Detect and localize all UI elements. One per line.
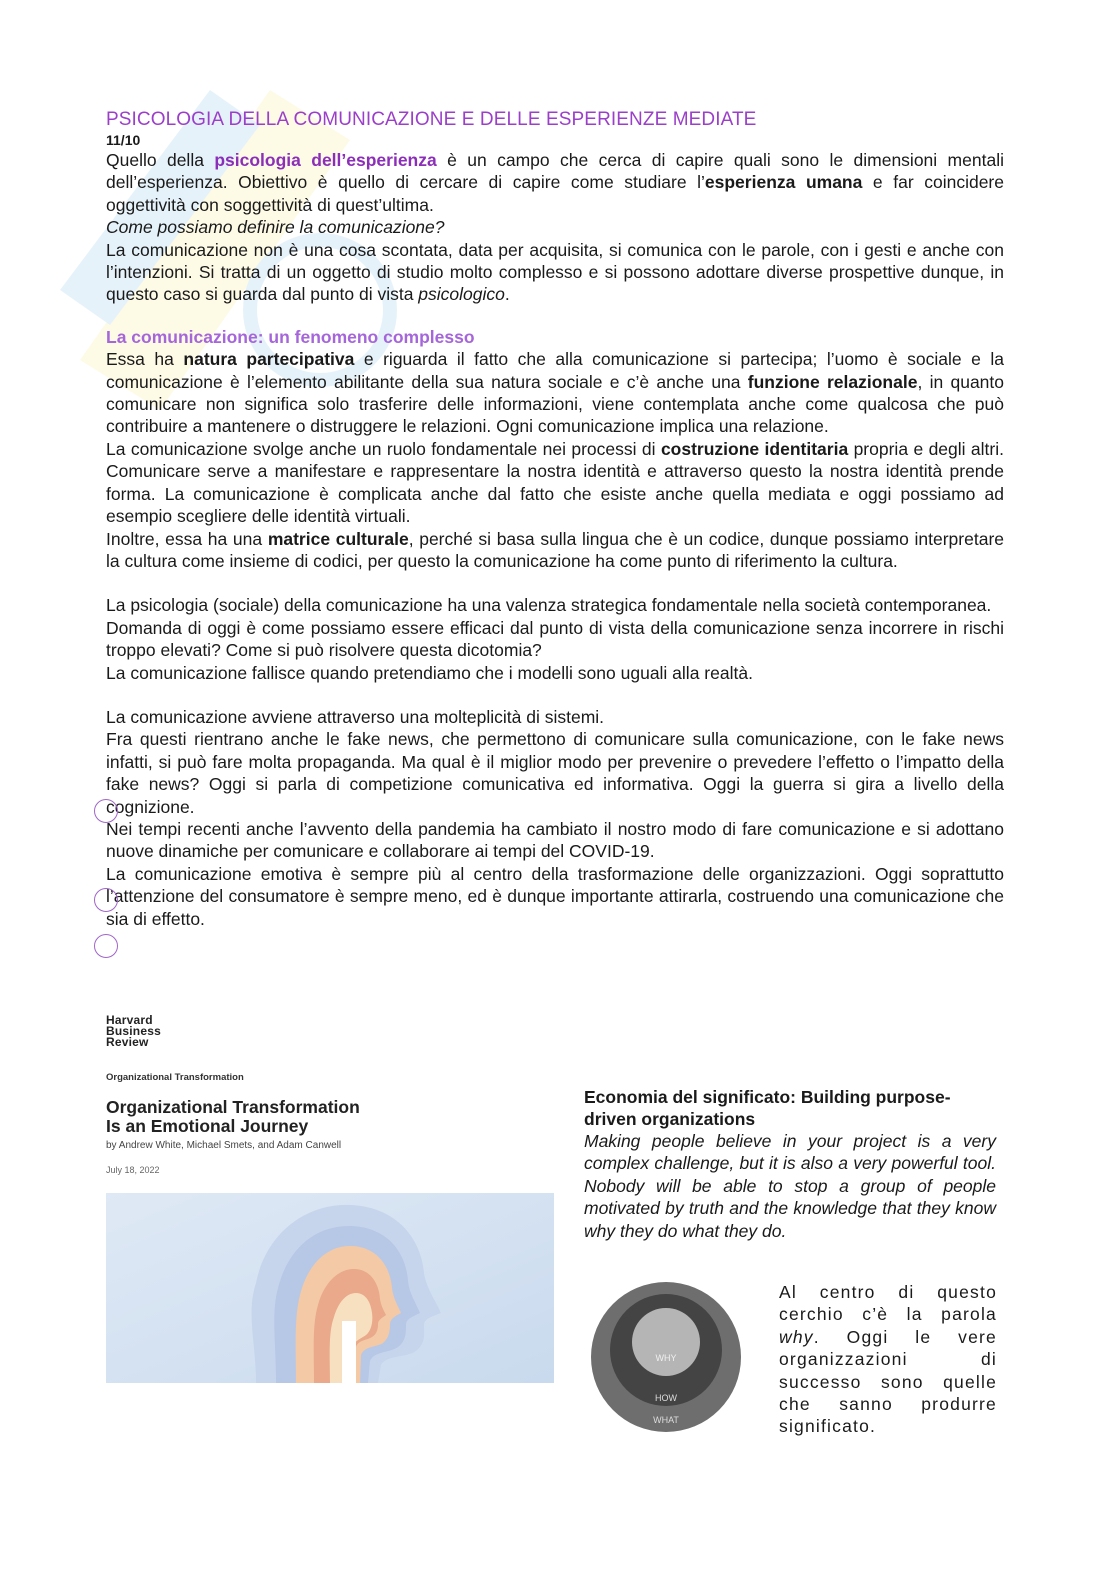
hbr-logo: Harvard Business Review [106, 1013, 161, 1049]
pandemic-paragraph: Nei tempi recenti anche l’avvento della pandemia ha cambiato il nostro modo di fare comunicazione e si adottano nuove dinamiche per comunicare e collaborare ai tempi del COVID-19. [106, 818, 1004, 862]
efficacy-paragraph: Domanda di oggi è come possiamo essere efficaci dal punto di vista della comunicazione senza incorrere in rischi troppo elevati? Come si può risolvere questa dicotomia? [106, 617, 1004, 661]
hbr-authors: by Andrew White, Michael Smets, and Adam Canwell [106, 1140, 342, 1151]
hbr-article-card [106, 1015, 556, 1385]
purpose-heading: Economia del significato: Building purpose-driven organizations [584, 1087, 951, 1129]
emotional-paragraph: La comunicazione emotiva è sempre più al centro della trasformazione delle organizzazioni. Oggi soprattutto l’attenzione del consumatore è sempre meno, ed è dunque importante attirarla, costruendo una comunicazione che sia di effetto. [106, 863, 1004, 929]
question-line: Come possiamo definire la comunicazione? [106, 217, 445, 238]
main-text [106, 108, 1004, 930]
lecture-date: 11/10 [106, 132, 141, 148]
systems-paragraph: La comunicazione avviene attraverso una molteplicità di sistemi. [106, 706, 605, 727]
hbr-title: Organizational Transformation Is an Emotional Journey [106, 1097, 360, 1136]
purpose-section [584, 1086, 996, 1242]
annotation-circle [94, 888, 118, 912]
page-title: PSICOLOGIA DELLA COMUNICAZIONE E DELLE ESPERIENZE MEDIATE [106, 109, 757, 130]
participative-paragraph: Essa ha natura partecipativa e riguarda il fatto che alla comunicazione si partecipa; l’uomo è sociale e la comunicazione è l’elemento abilitante della sua natura sociale e c’è anche una funzione relazionale, in quanto comunicare non significa solo trasferire delle informazioni, viene contemplata anche come qualcosa che può contribuire a mantenere o distruggere le relazioni. Ogni comunicazione implica una relazione. [106, 349, 1004, 437]
annotation-circle [94, 799, 118, 823]
failure-paragraph: La comunicazione fallisce quando pretendiamo che i modelli sono uguali alla realtà. [106, 662, 753, 683]
purpose-quote: Making people believe in your project is a very complex challenge, but it is also a very powerful tool. Nobody will be able to stop a group of people motivated by truth and the knowledge that they know why they do what they do. [584, 1131, 996, 1241]
fake-news-paragraph: Fra questi rientrano anche le fake news, che permettono di comunicare sulla comunicazione, con le fake news infatti, si può fare molta propaganda. Ma qual è il miglior modo per prevenire o prevedere l’effetto o l’impatto della fake news? Oggi si parla di competizione comunicativa ed informativa. Oggi la guerra si gira a livello della cognizione. [106, 729, 1004, 817]
head-silhouette-illustration [106, 1193, 554, 1383]
section-heading: La comunicazione: un fenomeno complesso [106, 326, 475, 347]
what-label: WHAT [653, 1415, 679, 1425]
identity-paragraph: La comunicazione svolge anche un ruolo fondamentale nei processi di costruzione identitaria propria e degli altri. Comunicare serve a manifestare e rappresentare la nostra identità e attraverso questo la nostra identità prende forma. La comunicazione è complicata anche dal fatto che esiste anche quella mediata e oggi possiamo ad esempio scegliere delle identità virtuali. [106, 438, 1004, 527]
strategic-paragraph: La psicologia (sociale) della comunicazione ha una valenza strategica fondamentale nella società contemporanea. [106, 595, 992, 616]
hbr-kicker: Organizational Transformation [106, 1072, 244, 1083]
intro-paragraph: Quello della psicologia dell’esperienza è un campo che cerca di capire quali sono le dimensioni mentali dell’esperienza. Obiettivo è quello di cercare di capire come studiare l’esperienza umana e far coincidere oggettività con soggettività di quest’ultima. [106, 150, 1004, 215]
highlight-term: psicologia dell’esperienza [214, 150, 437, 170]
definition-paragraph: La comunicazione non è una cosa scontata, data per acquisita, si comunica con le parole, con i gesti e anche con l’intenzioni. Si tratta di un oggetto di studio molto complesso e si possono adottare diverse prospettive dunque, in questo caso si guarda dal punto di vista psicologico. [106, 239, 1004, 305]
why-label: WHY [655, 1353, 677, 1363]
golden-circle-caption: Al centro di questo cerchio c’è la parola why. Oggi le vere organizzazioni di successo sono quelle che sanno produrre significato. [779, 1282, 997, 1437]
culture-paragraph: Inoltre, essa ha una matrice culturale, perché si basa sulla lingua che è un codice, dunque possiamo interpretare la cultura come insieme di codici, per questo la comunicazione ha come punto di riferimento la cultura. [106, 528, 1005, 571]
golden-circle-diagram [586, 1282, 746, 1432]
annotation-circle [94, 934, 118, 958]
hbr-date: July 18, 2022 [106, 1165, 160, 1175]
how-label: HOW [655, 1393, 677, 1403]
inner-circle-why [632, 1308, 700, 1376]
